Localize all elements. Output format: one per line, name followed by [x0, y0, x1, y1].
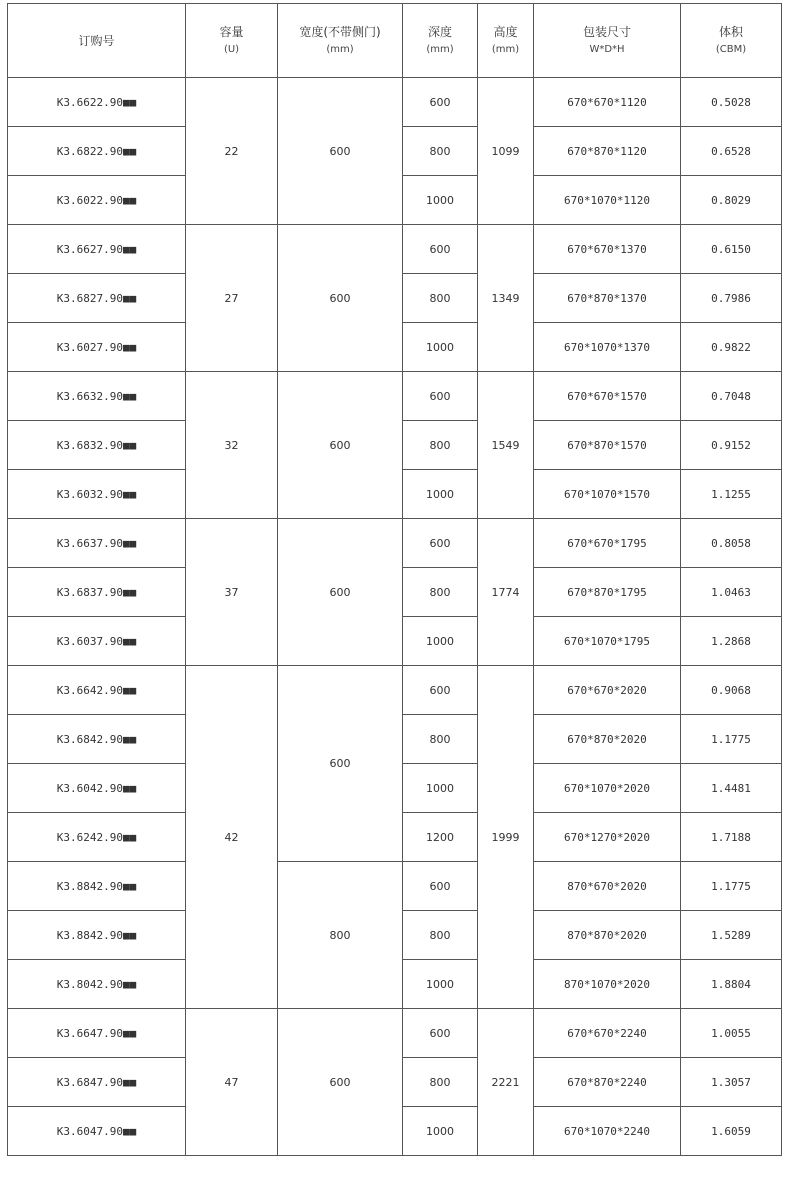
package-size-cell: 670*1070*2020 [534, 764, 681, 813]
height-cell: 2221 [478, 1009, 534, 1156]
order-number-cell: K3.8842.90■■ [8, 911, 186, 960]
header-unit: (mm) [491, 43, 520, 55]
header-label: 体积 [718, 24, 743, 39]
package-size-cell: 670*870*1370 [534, 274, 681, 323]
width-cell: 800 [278, 862, 403, 1009]
package-size-cell: 670*670*1370 [534, 225, 681, 274]
order-number-cell: K3.6647.90■■ [8, 1009, 186, 1058]
order-number-cell: K3.6642.90■■ [8, 666, 186, 715]
volume-cell: 0.6528 [681, 127, 782, 176]
header-unit: W*D*H [589, 43, 625, 55]
width-cell: 600 [278, 1009, 403, 1156]
capacity-cell: 42 [186, 666, 278, 1009]
depth-cell: 600 [403, 225, 478, 274]
table-row [8, 1009, 782, 1058]
package-size-cell: 670*1070*1120 [534, 176, 681, 225]
volume-cell: 1.7188 [681, 813, 782, 862]
volume-cell: 0.7048 [681, 372, 782, 421]
depth-cell: 800 [403, 1058, 478, 1107]
capacity-cell: 47 [186, 1009, 278, 1156]
volume-cell: 1.0463 [681, 568, 782, 617]
width-cell: 600 [278, 666, 403, 862]
order-number-cell: K3.6842.90■■ [8, 715, 186, 764]
depth-cell: 1000 [403, 960, 478, 1009]
depth-cell: 600 [403, 862, 478, 911]
header-unit: (U) [223, 43, 240, 55]
depth-cell: 800 [403, 715, 478, 764]
header-label: 高度 [493, 24, 518, 39]
volume-cell: 1.2868 [681, 617, 782, 666]
capacity-cell: 32 [186, 372, 278, 519]
header-height [478, 4, 534, 78]
header-unit: (mm) [426, 43, 454, 55]
table-row [8, 519, 782, 568]
order-number-cell: K3.6037.90■■ [8, 617, 186, 666]
package-size-cell: 870*870*2020 [534, 911, 681, 960]
order-number-cell: K3.6822.90■■ [8, 127, 186, 176]
package-size-cell: 670*1070*1570 [534, 470, 681, 519]
depth-cell: 600 [403, 1009, 478, 1058]
package-size-cell: 870*670*2020 [534, 862, 681, 911]
depth-cell: 600 [403, 78, 478, 127]
header-volume [681, 4, 782, 78]
order-number-cell: K3.6832.90■■ [8, 421, 186, 470]
volume-cell: 1.4481 [681, 764, 782, 813]
package-size-cell: 670*1070*1795 [534, 617, 681, 666]
package-size-cell: 870*1070*2020 [534, 960, 681, 1009]
package-size-cell: 670*670*2020 [534, 666, 681, 715]
table-row [8, 666, 782, 715]
depth-cell: 1000 [403, 764, 478, 813]
order-number-cell: K3.6047.90■■ [8, 1107, 186, 1156]
package-size-cell: 670*1070*2240 [534, 1107, 681, 1156]
capacity-cell: 27 [186, 225, 278, 372]
height-cell: 1349 [478, 225, 534, 372]
header-label: 订购号 [78, 33, 115, 48]
depth-cell: 1000 [403, 323, 478, 372]
order-number-cell: K3.8042.90■■ [8, 960, 186, 1009]
order-number-cell: K3.8842.90■■ [8, 862, 186, 911]
height-cell: 1099 [478, 78, 534, 225]
volume-cell: 1.6059 [681, 1107, 782, 1156]
volume-cell: 0.7986 [681, 274, 782, 323]
depth-cell: 1000 [403, 1107, 478, 1156]
depth-cell: 1000 [403, 470, 478, 519]
width-cell: 600 [278, 225, 403, 372]
depth-cell: 800 [403, 568, 478, 617]
order-number-cell: K3.6827.90■■ [8, 274, 186, 323]
table-row [8, 78, 782, 127]
height-cell: 1774 [478, 519, 534, 666]
table-header-row [8, 4, 782, 78]
header-label: 宽度(不带侧门) [299, 24, 381, 39]
volume-cell: 0.6150 [681, 225, 782, 274]
header-width [278, 4, 403, 78]
depth-cell: 1200 [403, 813, 478, 862]
header-order-number [8, 4, 186, 78]
package-size-cell: 670*670*1795 [534, 519, 681, 568]
width-cell: 600 [278, 78, 403, 225]
package-size-cell: 670*1270*2020 [534, 813, 681, 862]
depth-cell: 600 [403, 666, 478, 715]
order-number-cell: K3.6242.90■■ [8, 813, 186, 862]
header-package-size [534, 4, 681, 78]
header-unit: (CBM) [715, 43, 747, 55]
depth-cell: 800 [403, 274, 478, 323]
volume-cell: 1.3057 [681, 1058, 782, 1107]
volume-cell: 1.5289 [681, 911, 782, 960]
volume-cell: 1.1775 [681, 715, 782, 764]
depth-cell: 800 [403, 127, 478, 176]
volume-cell: 0.8029 [681, 176, 782, 225]
height-cell: 1999 [478, 666, 534, 1009]
package-size-cell: 670*670*2240 [534, 1009, 681, 1058]
table-row [8, 225, 782, 274]
volume-cell: 0.8058 [681, 519, 782, 568]
header-unit: (mm) [326, 43, 354, 55]
height-cell: 1549 [478, 372, 534, 519]
order-number-cell: K3.6837.90■■ [8, 568, 186, 617]
volume-cell: 0.9068 [681, 666, 782, 715]
package-size-cell: 670*870*1795 [534, 568, 681, 617]
order-number-cell: K3.6632.90■■ [8, 372, 186, 421]
volume-cell: 0.5028 [681, 78, 782, 127]
order-number-cell: K3.6627.90■■ [8, 225, 186, 274]
order-number-cell: K3.6032.90■■ [8, 470, 186, 519]
cabinet-spec-table [7, 3, 782, 1156]
capacity-cell: 22 [186, 78, 278, 225]
volume-cell: 0.9152 [681, 421, 782, 470]
header-label: 容量 [219, 24, 244, 39]
depth-cell: 800 [403, 421, 478, 470]
volume-cell: 1.0055 [681, 1009, 782, 1058]
package-size-cell: 670*870*1120 [534, 127, 681, 176]
volume-cell: 1.8804 [681, 960, 782, 1009]
package-size-cell: 670*1070*1370 [534, 323, 681, 372]
depth-cell: 600 [403, 519, 478, 568]
width-cell: 600 [278, 372, 403, 519]
depth-cell: 1000 [403, 176, 478, 225]
package-size-cell: 670*670*1570 [534, 372, 681, 421]
header-capacity [186, 4, 278, 78]
package-size-cell: 670*870*1570 [534, 421, 681, 470]
package-size-cell: 670*870*2020 [534, 715, 681, 764]
order-number-cell: K3.6847.90■■ [8, 1058, 186, 1107]
volume-cell: 1.1775 [681, 862, 782, 911]
depth-cell: 1000 [403, 617, 478, 666]
volume-cell: 0.9822 [681, 323, 782, 372]
header-label: 包装尺寸 [582, 24, 631, 39]
volume-cell: 1.1255 [681, 470, 782, 519]
order-number-cell: K3.6637.90■■ [8, 519, 186, 568]
table-row [8, 372, 782, 421]
order-number-cell: K3.6042.90■■ [8, 764, 186, 813]
capacity-cell: 37 [186, 519, 278, 666]
order-number-cell: K3.6022.90■■ [8, 176, 186, 225]
order-number-cell: K3.6622.90■■ [8, 78, 186, 127]
width-cell: 600 [278, 519, 403, 666]
depth-cell: 600 [403, 372, 478, 421]
header-depth [403, 4, 478, 78]
header-label: 深度 [427, 24, 452, 39]
package-size-cell: 670*670*1120 [534, 78, 681, 127]
depth-cell: 800 [403, 911, 478, 960]
package-size-cell: 670*870*2240 [534, 1058, 681, 1107]
order-number-cell: K3.6027.90■■ [8, 323, 186, 372]
table-row [8, 862, 782, 911]
